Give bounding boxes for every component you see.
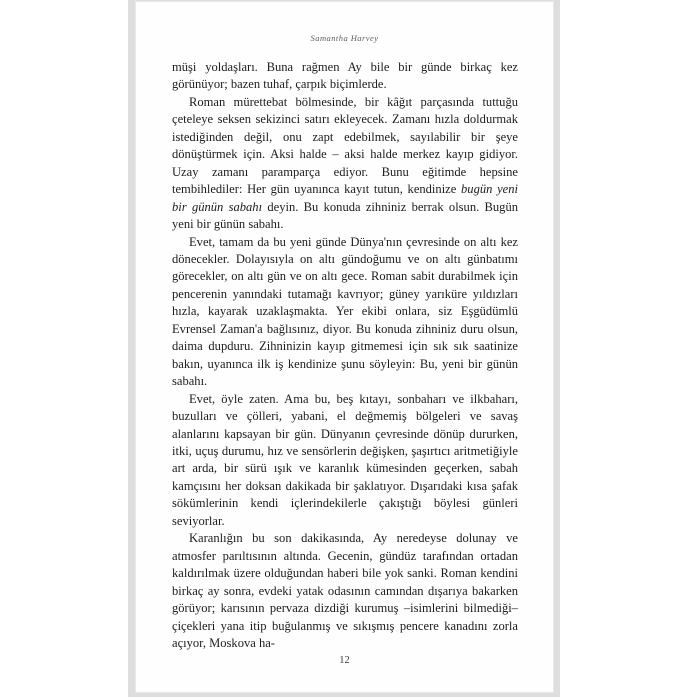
running-head-author: Samantha Harvey	[310, 33, 379, 43]
page-number: 12	[339, 655, 350, 666]
body-paragraph: Evet, tamam da bu yeni günde Dünya'nın çevresinde on altı kez dönecekler. Dolayısıyla on altı gündoğumu ve on altı günbatımı görecekler, on altı gün ve on altı gece. Roman sabit durabilmek için pencerenin yanındaki tutamağı kavrıyor; güney yarıküre yıldızları hızla, kayarak uzaklaşmakta. Yer ekibi onlara, siz Eşgüdümlü Evrensel Zaman'a bağlısınız, diyor. Bu konuda zihniniz duru olsun, daima dupduru. Zihninizin kayıp gitmemesi için sık sık saatinize bakın, uyanınca ilk iş kendinize şunu söyleyin: Bu, yeni bir günün sabahı.	[172, 234, 518, 389]
body-paragraph: Evet, öyle zaten. Ama bu, beş kıtayı, sonbaharı ve ilkbaharı, buzulları ve çölleri, yabani, el değmemiş bölgeleri ve savaş alanlarını kapsayan bir gün. Dünyanın çevresinde dönüp dururken, itki, uçuş durumu, hız ve sensörlerin değişken, şaşırtıcı aritmetiğiyle art arda, bir sürü ışık ve karanlık kümesinden geçerken, sabah kamçısını her doksan dakikada bir şaklatıyor. Dışarıdaki kısa şafak sökümlerinin kendi içlerindekilerle çakıştığı böylesi günleri seviyorlar.	[172, 391, 518, 528]
body-paragraph: müşi yoldaşları. Buna rağmen Ay bile bir günde birkaç kez görünüyor; bazen tuhaf, çarpık biçimlerde.	[172, 60, 518, 92]
book-page-sheet	[136, 2, 553, 692]
body-paragraph: Karanlığın bu son dakikasında, Ay neredeyse dolunay ve atmosfer parıltısının altında. Gecenin, gündüz tarafından ortadan kaldırılmak üzere olduğundan haberi bile yok sanki. Roman kendini birkaç ay sonra, evdeki yatak odasının camından dışarıya bakarken görüyor; karısının pervaza dizdiği kurumuş –isimlerini bilmediği– çiçekleri yana itip buğulanmış ve sıkışmış pencere kanadını zorla açıyor, Moskova ha-	[172, 531, 518, 650]
emphasized-phrase: bugün yeni bir günün sabahı	[172, 182, 519, 214]
body-paragraph: Roman mürettebat bölmesinde, bir kâğıt parçasında tuttuğu çeteleye seksen sekizinci satırı ekleyecek. Zamanı hızla doldurmak istediğinden değil, onu zapt edebilmek, sayılabilir bir şeye dönüştürmek için. Aksi halde – aksi halde merkez kayıp gidiyor. Uzay zamanı paramparça ediyor. Bunu eğitimde hepsine tembihlediler: Her gün uyanınca kayıt tutun, kendinize bugün yeni bir günün sabahı deyin. Bu konuda zihniniz berrak olsun. Bugün yeni bir günün sabahı.	[172, 94, 519, 232]
body-text-column	[172, 59, 518, 652]
